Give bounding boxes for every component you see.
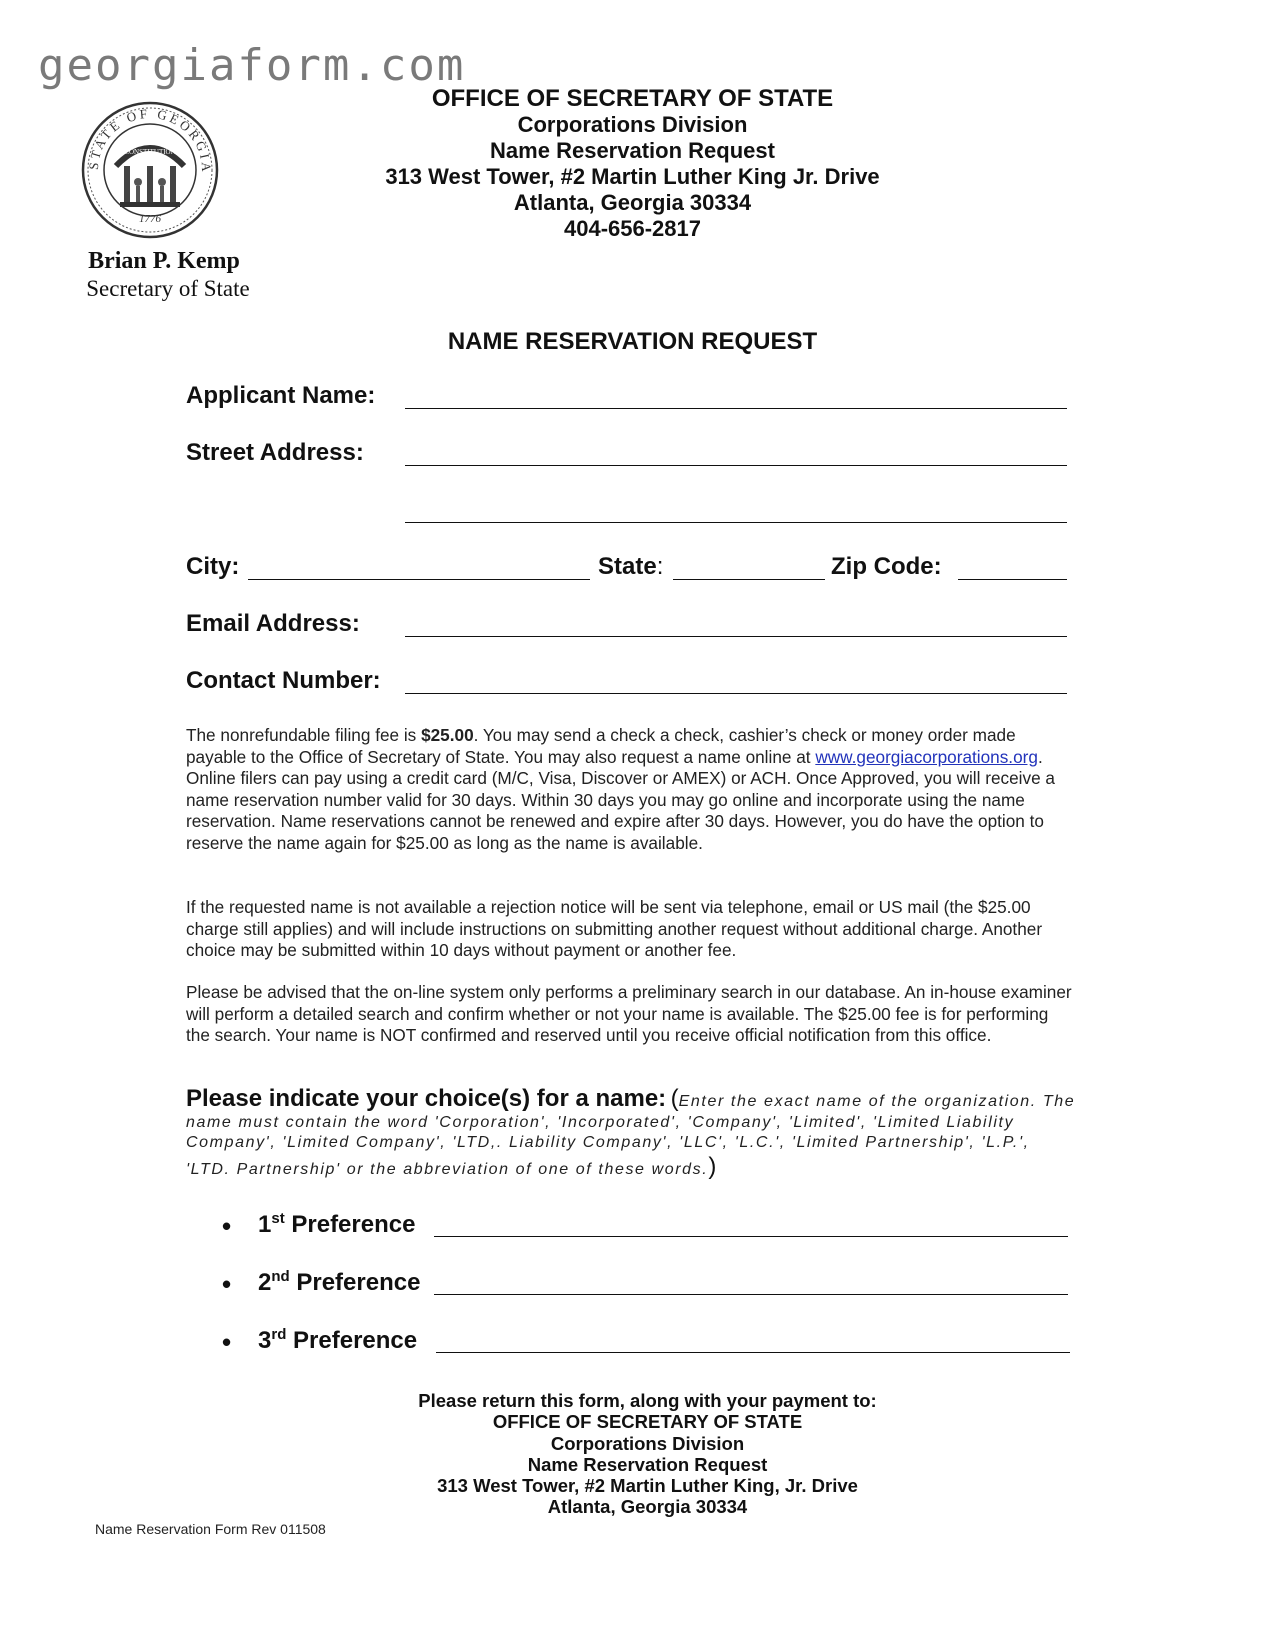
street-address-label: Street Address: (186, 439, 364, 466)
preference-2-text: Preference (289, 1269, 421, 1296)
return-office: OFFICE OF SECRETARY OF STATE (492, 1411, 803, 1433)
header-request: Name Reservation Request (490, 138, 775, 163)
return-address-block (300, 1390, 995, 1518)
email-address-label: Email Address: (186, 610, 360, 637)
bullet-3: • (222, 1327, 232, 1357)
georgia-corporations-link[interactable]: www.georgiacorporations.org (815, 746, 1038, 767)
applicant-name-label: Applicant Name: (186, 382, 376, 409)
georgia-state-seal-icon (80, 100, 220, 240)
header-street: 313 West Tower, #2 Martin Luther King Jr. Drive (385, 164, 880, 189)
bullet-1: • (222, 1211, 232, 1241)
return-street: 313 West Tower, #2 Martin Luther King, Jr. Drive (437, 1475, 858, 1497)
note-open-paren: ( (670, 1085, 679, 1112)
contact-number-label: Contact Number: (186, 667, 381, 694)
city-field[interactable] (248, 579, 590, 580)
street-address-field-2[interactable] (405, 522, 1067, 523)
preference-3-label (258, 1326, 417, 1355)
email-address-field[interactable] (405, 636, 1067, 637)
fee-text-b: . You may send a check a check, cashier’s check or money order made payable to the Office of Secretary of State. You may also request a name online at (186, 725, 1016, 767)
header-city: Atlanta, Georgia 30334 (513, 190, 752, 215)
name-choice-title: Please indicate your choice(s) for a name: (186, 1085, 667, 1112)
header-office: OFFICE OF SECRETARY OF STATE (431, 85, 834, 112)
preference-2-field[interactable] (434, 1294, 1068, 1295)
preference-1-label (258, 1210, 415, 1239)
header-phone: 404-656-2817 (563, 216, 701, 241)
applicant-name-field[interactable] (405, 408, 1067, 409)
office-header (300, 86, 965, 242)
preference-3-num: 3 (258, 1327, 272, 1354)
preference-1-field[interactable] (434, 1236, 1068, 1237)
name-choice-section (186, 1085, 1076, 1181)
preference-1-text: Preference (284, 1211, 416, 1238)
return-division: Corporations Division (550, 1432, 745, 1454)
preference-2-label (258, 1268, 420, 1297)
state-label-colon: : (656, 553, 664, 580)
preference-1-num: 1 (258, 1211, 272, 1238)
fee-paragraph (186, 725, 1076, 854)
official-title: Secretary of State (86, 276, 250, 301)
state-field[interactable] (673, 579, 825, 580)
name-choice-note: Enter the exact name of the organization. The name must contain the word 'Corporation', 'Incorporated', 'Company', 'Limited', 'Limited Liability Company', 'Limited Company', 'LTD,. Liability Company', 'LLC', 'L.C.', 'Limited Partnership', 'L.P.', 'LTD. Partnership' or the abbreviation of one of these words. (186, 1093, 1076, 1178)
bullet-2: • (222, 1269, 232, 1299)
zip-code-label: Zip Code: (831, 553, 942, 580)
return-city: Atlanta, Georgia 30334 (547, 1496, 748, 1518)
fee-text-c: . Online filers can pay using a credit card (M/C, Visa, Discover or AMEX) or ACH. Once Approved, you will receive a name reservation number valid for 30 days. Within 30 days you may go online and incorporate using the name reservation. Name reservations cannot be renewed and expire after 30 days. However, you do have the option to reserve the name again for $25.00 as long as the name is available. (186, 746, 1055, 853)
preference-2-suffix: nd (271, 1268, 290, 1285)
state-label (598, 553, 663, 581)
official-name: Brian P. Kemp (88, 248, 240, 274)
preference-3-text: Preference (286, 1327, 418, 1354)
advisory-paragraph: Please be advised that the on-line system only performs a preliminary search in our database. An in-house examiner will perform a detailed search and confirm whether or not your name is available. The $25.00 fee is for performing the search. Your name is NOT confirmed and reserved until you receive official notification from this office. (186, 982, 1072, 1045)
zip-code-field[interactable] (958, 579, 1067, 580)
state-label-text: State (598, 553, 657, 580)
city-label: City: (186, 553, 240, 580)
form-revision: Name Reservation Form Rev 011508 (95, 1521, 326, 1537)
watermark-text: georgiaform.com (38, 40, 466, 91)
fee-amount: $25.00 (421, 725, 474, 745)
seal-year: 1776 (139, 213, 161, 225)
rejection-paragraph: If the requested name is not available a rejection notice will be sent via telephone, email or US mail (the $25.00 charge still applies) and will include instructions on submitting another request without additional charge. Another choice may be submitted within 10 days without payment or another fee. (186, 897, 1043, 960)
return-instruction: Please return this form, along with your payment to: (418, 1390, 877, 1411)
preference-1-suffix: st (271, 1210, 285, 1227)
form-title: NAME RESERVATION REQUEST (447, 328, 818, 355)
seal-ring-text: STATE OF GEORGIA (85, 105, 215, 175)
seal-arch-text: CONSTITUTION (124, 148, 176, 156)
preference-2-num: 2 (258, 1269, 272, 1296)
return-request: Name Reservation Request (527, 1453, 768, 1475)
contact-number-field[interactable] (405, 693, 1067, 694)
header-division: Corporations Division (517, 112, 748, 137)
preference-3-suffix: rd (271, 1326, 287, 1343)
fee-text-a: The nonrefundable filing fee is (186, 725, 422, 745)
note-close-paren: ) (708, 1153, 717, 1180)
street-address-field-1[interactable] (405, 465, 1067, 466)
preference-3-field[interactable] (436, 1352, 1070, 1353)
